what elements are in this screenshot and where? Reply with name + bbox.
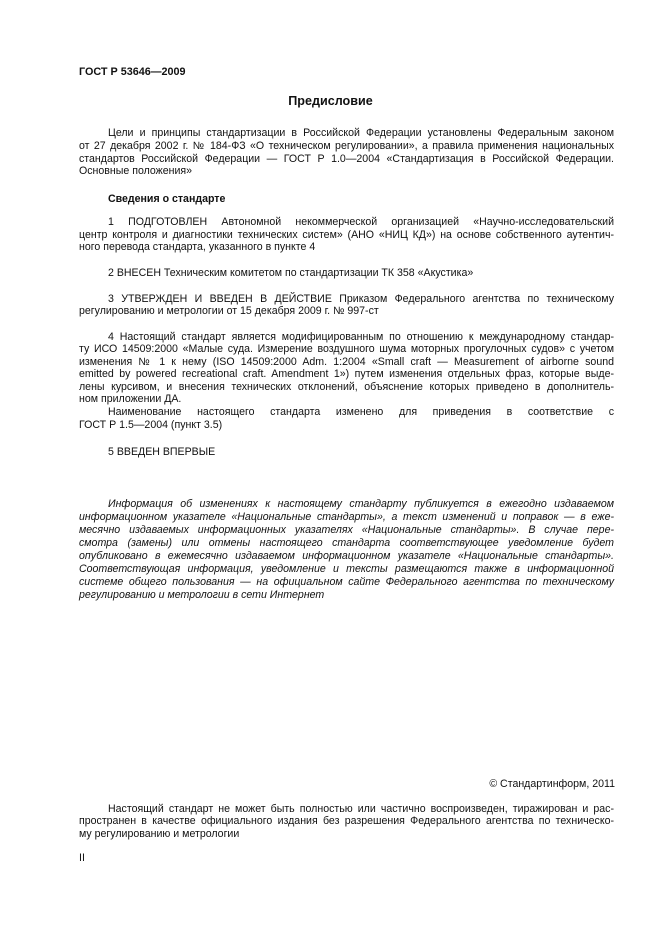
item-line: 3 УТВЕРЖДЕН И ВВЕДЕН В ДЕЙСТВИЕ Приказом Федерального агентства по техническому bbox=[108, 293, 614, 305]
item-line: emitted by powered recreational craft. Amendment 1») путем изменения отдельных фраз, которые выде- bbox=[79, 368, 614, 380]
item-line: 4 Настоящий стандарт является модифицированным по отношению к международному стандар- bbox=[108, 331, 614, 343]
item-5: 5 ВВЕДЕН ВПЕРВЫЕ bbox=[108, 446, 216, 458]
item-line: центр контроля и диагностики технических систем» (АНО «НИЦ КД») на основе собственного аутентич- bbox=[79, 229, 614, 241]
info-line: опубликовано в ежемесячно издаваемом информационном указателе «Национальные стандарты». bbox=[79, 550, 614, 562]
item-2: 2 ВНЕСЕН Техническим комитетом по стандартизации ТК 358 «Акустика» bbox=[108, 267, 474, 279]
section-subtitle: Сведения о стандарте bbox=[108, 193, 226, 205]
info-line: информационном указателе «Национальные стандарты», а текст изменений и поправок — в еже- bbox=[79, 511, 614, 523]
intro-line: Цели и принципы стандартизации в Российской Федерации установлены Федеральным законом bbox=[108, 127, 614, 139]
notice-line: пространен в качестве официального издания без разрешения Федерального агентства по техническо- bbox=[79, 815, 614, 827]
info-line: регулированию и метрологии в сети Интернет bbox=[79, 589, 325, 601]
intro-line: стандартов Российской Федерации — ГОСТ Р 1.0—2004 «Стандартизация в Российской Федерации. bbox=[79, 153, 614, 165]
info-line: смотра (замены) или отмены настоящего стандарта соответствующее уведомление будет bbox=[79, 537, 614, 549]
item-line: лены курсивом, и внесения технических отклонений, объяснение которых приведено в дополнитель- bbox=[79, 381, 614, 393]
item-line: изменения № 1 к нему (ISO 14509:2000 Adm. 1:2004 «Small craft — Measurement of airborne sound bbox=[79, 356, 614, 368]
item-line: регулированию и метрологии от 15 декабря 2009 г. № 997-ст bbox=[79, 305, 379, 317]
page-number: II bbox=[79, 852, 85, 864]
intro-line: от 27 декабря 2002 г. № 184-ФЗ «О техническом регулировании», а правила применения национальных bbox=[79, 140, 614, 152]
info-line: месячно издаваемых информационных указателях «Национальные стандарты». В случае пере- bbox=[79, 524, 614, 536]
copyright: © Стандартинформ, 2011 bbox=[489, 778, 615, 790]
item-line: ном приложении ДА. bbox=[79, 393, 182, 405]
info-line: системе общего пользования — на официальном сайте Федерального агентства по техническому bbox=[79, 576, 614, 588]
item-line: ного перевода стандарта, указанного в пункте 4 bbox=[79, 241, 316, 253]
item-line: ту ИСО 14509:2000 «Малые суда. Измерение воздушного шума моторных прогулочных судов» с учетом bbox=[79, 343, 614, 355]
info-line: Информация об изменениях к настоящему стандарту публикуется в ежегодно издаваемом bbox=[108, 498, 614, 510]
document-code: ГОСТ Р 53646—2009 bbox=[79, 66, 186, 78]
page-title: Предисловие bbox=[288, 94, 373, 108]
notice-line: му регулированию и метрологии bbox=[79, 828, 240, 840]
item-line: Наименование настоящего стандарта изменено для приведения в соответствие с bbox=[108, 406, 614, 418]
intro-line: Основные положения» bbox=[79, 165, 193, 177]
item-line: ГОСТ Р 1.5—2004 (пункт 3.5) bbox=[79, 419, 223, 431]
notice-line: Настоящий стандарт не может быть полностью или частично воспроизведен, тиражирован и рас- bbox=[108, 803, 614, 815]
item-line: 1 ПОДГОТОВЛЕН Автономной некоммерческой организацией «Научно-исследовательский bbox=[108, 216, 614, 228]
info-line: Соответствующая информация, уведомление и тексты размещаются также в информационной bbox=[79, 563, 614, 575]
